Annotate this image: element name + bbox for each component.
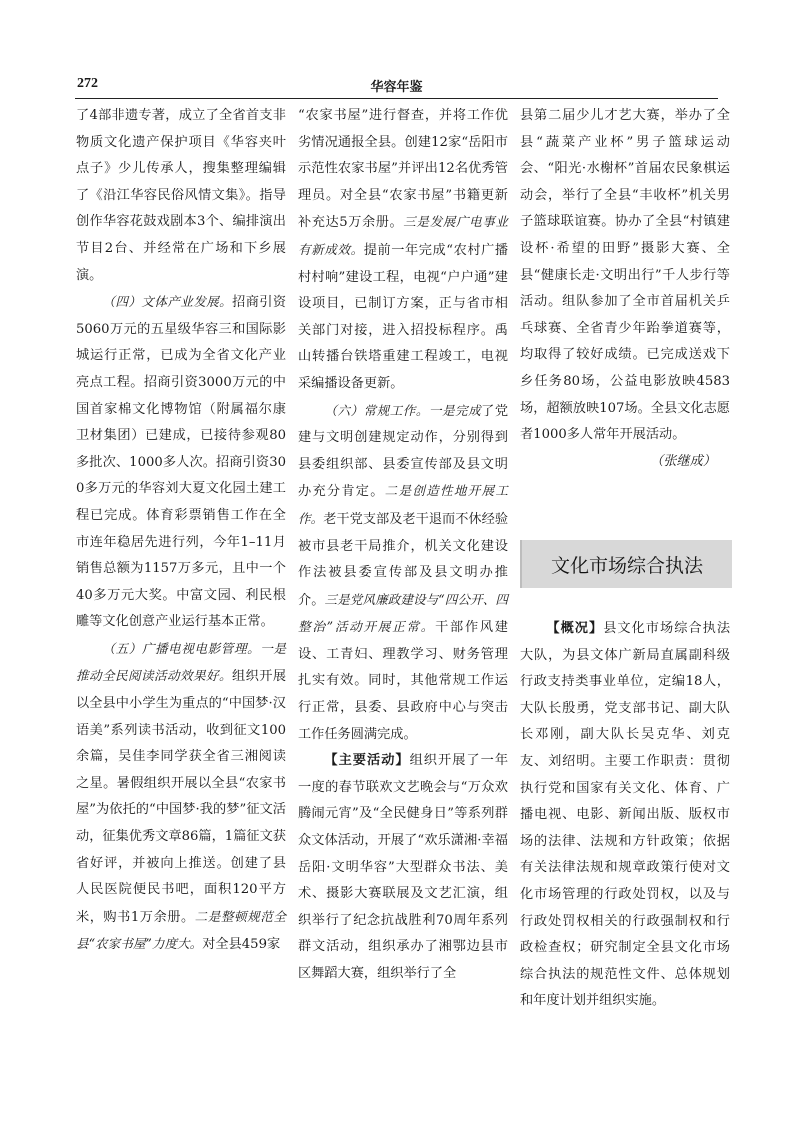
section-title: 文化市场综合执法 <box>550 554 703 577</box>
section-label: 【概况】 <box>546 621 604 636</box>
column-2 <box>298 103 508 988</box>
column-3 <box>520 103 730 475</box>
paragraph: 县第二届少儿才艺大赛，举办了全县“蔬菜产业杯”男子篮球运动会、“阳光·水榭杯”首届农民象棋运动会，举行了全县“丰收杯”机关男子篮球联谊赛。协办了全县“村镇建设杯·希望的田野”摄影大赛、全县“健康长走·文明出行”千人步行等活动。组队参加了全市首届机关乒乓球赛、全省青少年跆拳道赛等，均取得了较好成绩。已完成送戏下乡任务80场，公益电影放映4583场，超额放映107场。全县文化志愿者1000多人常年开展活动。 <box>520 108 730 443</box>
paragraph: 【主要活动】组织开展了一年一度的春节联欢文艺晚会与“万众欢腾闹元宵”及“全民健身日”等系列群众文体活动，开展了“欢乐潇湘·幸福岳阳·文明华容”大型群众书法、美术、摄影大赛联展及文艺汇演，组织举行了纪念抗战胜利70周年系列群文活动，组织承办了湘鄂边县市区舞蹈大赛，组织举行了全 <box>298 753 509 981</box>
subsection-heading: （四）文体产业发展。 <box>102 294 233 310</box>
paragraph: 了4部非遗专著，成立了全省首支非物质文化遗产保护项目《华容夹叶点子》少儿传承人，搜集整理编辑了《沿江华容民俗风情文集》。指导创作华容花鼓戏剧本3个、编排演出节目2台、并经常在广场和下乡展演。 <box>76 108 286 283</box>
running-title: 华容年鉴 <box>370 80 423 95</box>
section-title-banner <box>520 540 732 588</box>
paragraph: （五）广播电视电影管理。一是推动全民阅读活动效果好。组织开展以全县中小学生为重点的“中国梦·汉语美”系列读书活动，收到征文100余篇，吴佳李同学获全省三湘阅读之星。暑假组织开展以全县“农家书屋”为依托的“中国梦·我的梦”征文活动，征集优秀文章86篇，1篇征文获省好评，并被向上推送。创建了县人民医院便民书吧，面积120平方米，购书1万余册。二是整顿规范全县“农家书屋”力度大。对全县459家 <box>76 640 287 953</box>
section-label: 【主要活动】 <box>324 753 410 769</box>
page-number: 272 <box>77 76 98 91</box>
paragraph: （四）文体产业发展。招商引资5060万元的五星级华容三和国际影城运行正常，已成为全省文化产业亮点工程。招商引资3000万元的中国首家棉文化博物馆（附属福尔康卫材集团）已建成，已接待参观80多批次、1000多人次。招商引资300多万元的华容刘大夏文化园土建工程已完成。体育彩票销售工作在全市连年稳居先进行列，今年1–11月销售总额为1157万多元，且中一个40多万元大奖。中富文园、利民根雕等文化创意产业运行基本正常。 <box>76 294 287 630</box>
page-header <box>75 72 718 99</box>
subsection-heading: （六）常规工作。 <box>324 402 429 418</box>
subsection-heading: （五）广播电视电影管理。 <box>102 640 261 656</box>
paragraph: 【概况】县文化市场综合执法大队，为县文体广新局直属副科级行政支持类事业单位，定编18人，大队长殷勇，党支部书记、副大队长邓刚，副大队长吴克华、刘克友、刘绍明。主要工作职责：贯彻执行党和国家有关文化、体育、广播电视、电影、新闻出版、版权市场的法律、法规和方针政策；依据有关法律法规和规章政策行使对文化市场管理的行政处罚权，以及与行政处罚权相关的行政强制权和行政检查权；研究制定全县文化市场综合执法的规范性文件、总体规划和年度计划并组织实施。 <box>520 621 731 1009</box>
paragraph: “农家书屋”进行督查，并将工作优劣情况通报全县。创建12家“岳阳市示范性农家书屋”并评出12名优秀管理员。对全县“农家书屋”书籍更新补充达5万余册。三是发展广电事业有新成效。提前一年完成“农村广播村村响”建设工程，电视“户户通”建设项目，已制订方案，正与省市相关部门对接，进入招投标程序。禹山转播台铁塔重建工程竣工，电视采编播设备更新。 <box>298 108 509 391</box>
column-1 <box>76 103 286 959</box>
column-3-lower <box>520 616 730 1015</box>
author-credit: （张继成） <box>650 453 716 469</box>
paragraph: （六）常规工作。一是完成了党建与文明创建规定动作，分别得到县委组织部、县委宣传部及县文明办充分肯定。二是创造性地开展工作。老干党支部及老干退而不休经验被市县老干局推介，机关文化建设作法被县委宣传部及县文明办推介。三是党风廉政建设与“四公开、四整治”活动开展正常。干部作风建设、工青妇、理教学习、财务管理扎实有效。同时，其他常规工作运行正常，县委、县政府中心与突击工作任务圆满完成。 <box>298 402 509 742</box>
